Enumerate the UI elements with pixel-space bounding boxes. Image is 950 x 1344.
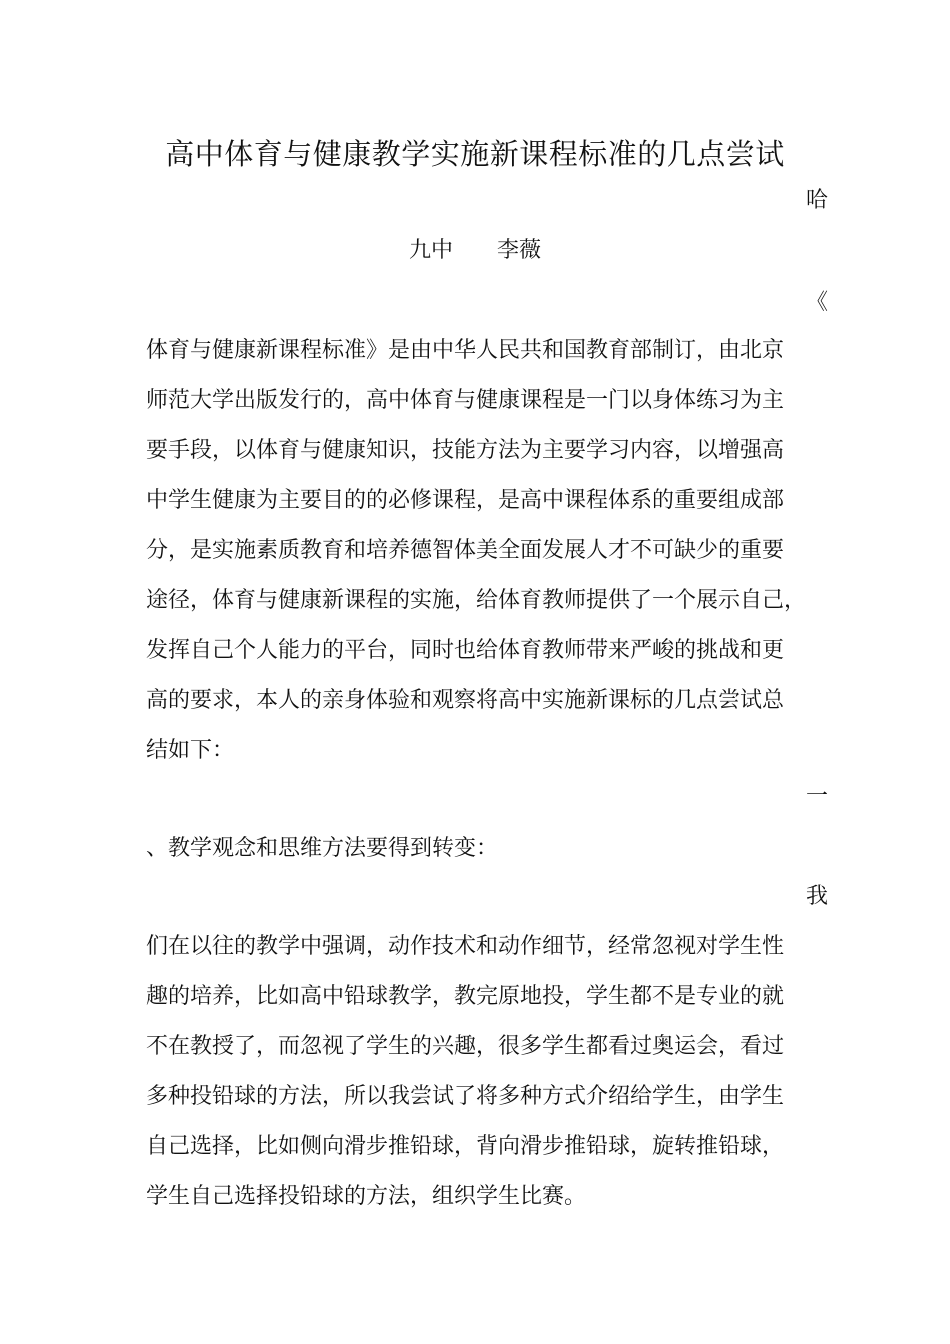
- paragraph-line: 体育与健康新课程标准》是由中华人民共和国教育部制订，由北京: [146, 338, 785, 363]
- paragraph-line: 分，是实施素质教育和培养德智体美全面发展人才不可缺少的重要: [146, 538, 785, 563]
- paragraph-line: 自己选择，比如侧向滑步推铅球，背向滑步推铅球，旋转推铅球，: [146, 1134, 785, 1159]
- paragraph-line: 多种投铅球的方法，所以我尝试了将多种方式介绍给学生，由学生: [146, 1084, 785, 1109]
- author-line: [0, 236, 950, 266]
- para1-lead-char: 《: [805, 290, 828, 315]
- para2-lead-char: 我: [805, 884, 828, 909]
- section-heading: 、教学观念和思维方法要得到转变：: [146, 836, 499, 861]
- paragraph-line: 学生自己选择投铅球的方法，组织学生比赛。: [146, 1184, 587, 1209]
- author-name: 李薇: [497, 238, 542, 263]
- paragraph-line: 发挥自己个人能力的平台，同时也给体育教师带来严峻的挑战和更: [146, 638, 785, 663]
- paragraph-1: [146, 336, 826, 786]
- city-char: 哈: [805, 188, 828, 213]
- paragraph-line: 师范大学出版发行的，高中体育与健康课程是一门以身体练习为主: [146, 388, 785, 413]
- document-title: 高中体育与健康教学实施新课程标准的几点尝试: [165, 137, 785, 171]
- author-school: 九中: [408, 238, 453, 263]
- section-number: 一: [805, 784, 828, 809]
- paragraph-line: 不在教授了，而忽视了学生的兴趣，很多学生都看过奥运会，看过: [146, 1034, 785, 1059]
- paragraph-line: 们在以往的教学中强调，动作技术和动作细节，经常忽视对学生性: [146, 934, 785, 959]
- paragraph-line: 趣的培养，比如高中铅球教学，教完原地投，学生都不是专业的就: [146, 984, 785, 1009]
- paragraph-2: [146, 932, 826, 1232]
- paragraph-line: 高的要求，本人的亲身体验和观察将高中实施新课标的几点尝试总: [146, 688, 785, 713]
- paragraph-line: 要手段，以体育与健康知识，技能方法为主要学习内容，以增强高: [146, 438, 785, 463]
- paragraph-line: 途径，体育与健康新课程的实施，给体育教师提供了一个展示自己，: [146, 588, 807, 613]
- paragraph-line: 中学生健康为主要目的的必修课程，是高中课程体系的重要组成部: [146, 488, 785, 513]
- paragraph-line: 结如下：: [146, 738, 235, 763]
